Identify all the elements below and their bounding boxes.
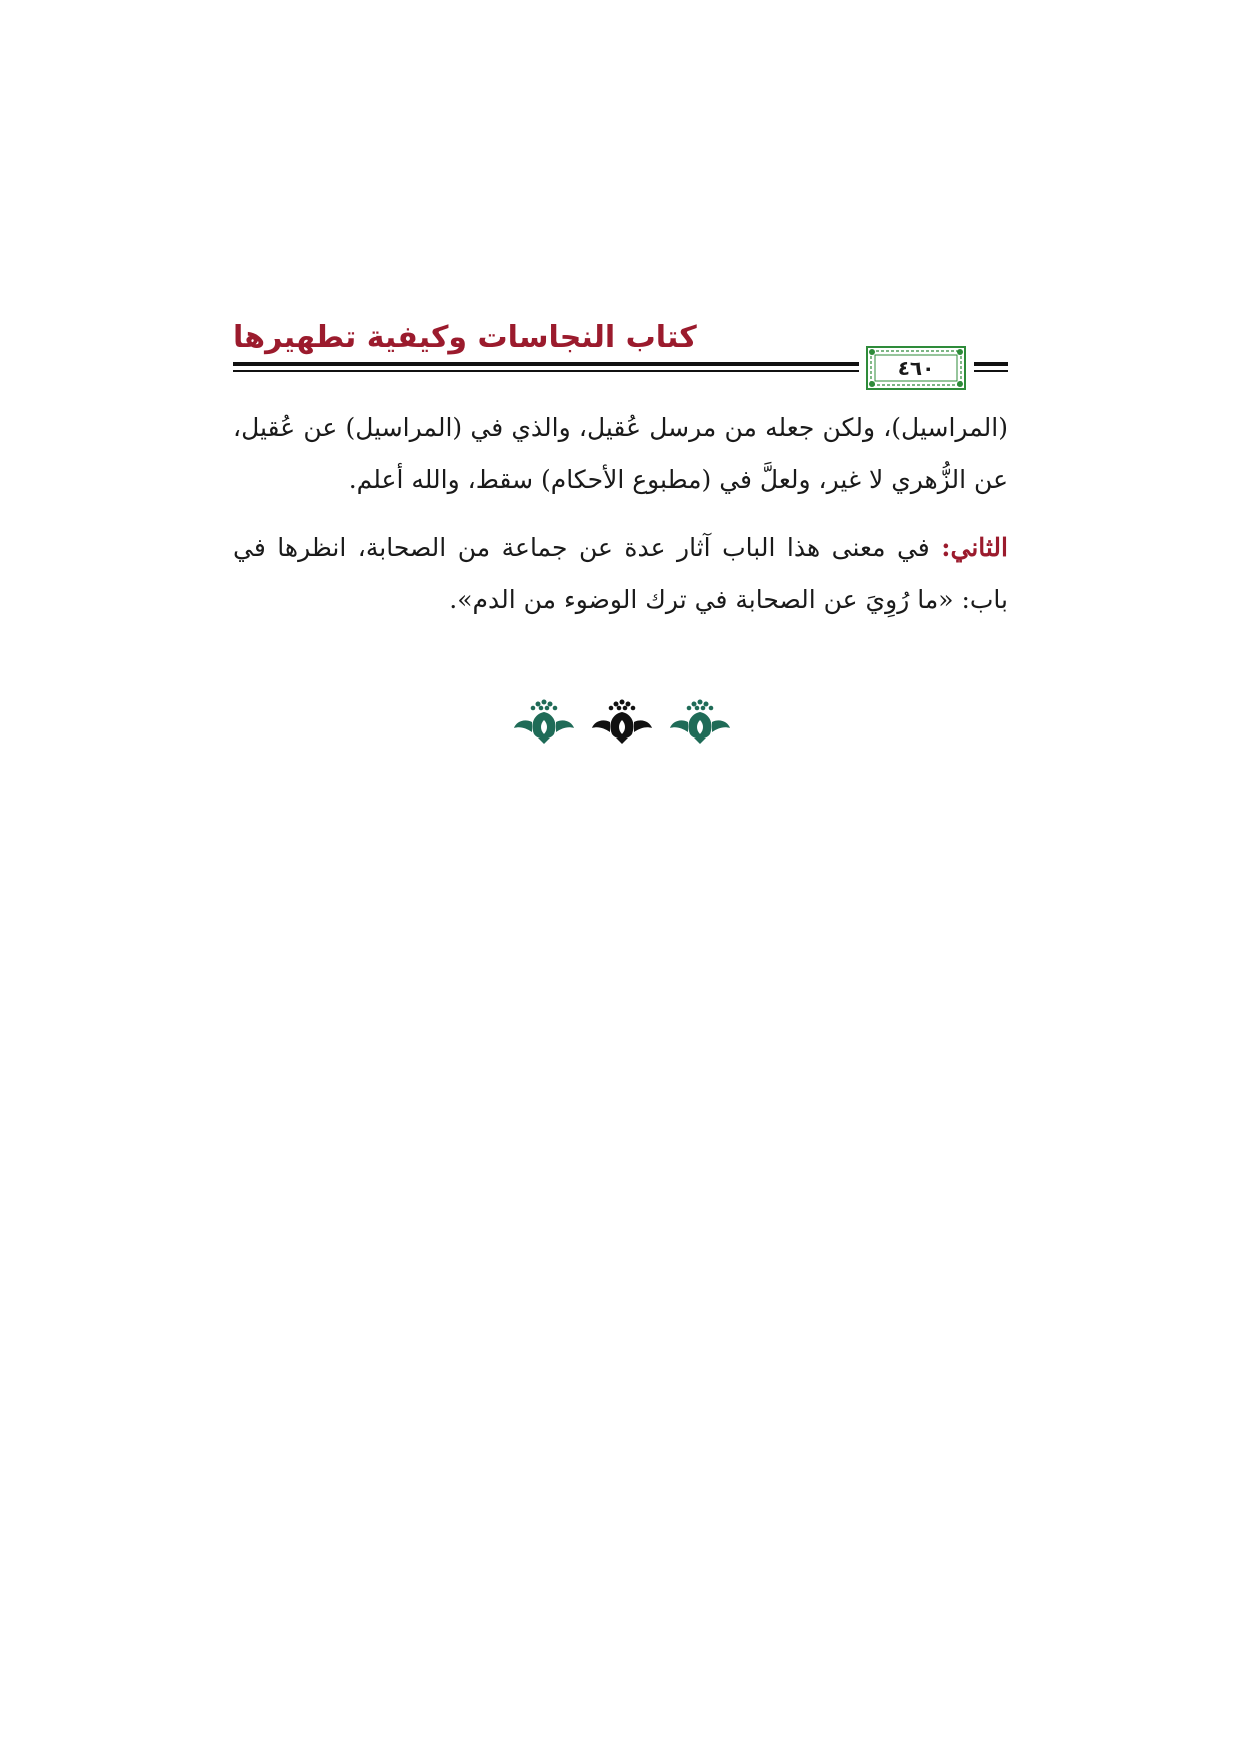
header-rule-right-thick [974, 362, 1008, 366]
floral-ornament-icon [668, 696, 732, 746]
section-end-ornament [512, 696, 732, 746]
floral-ornament-icon [512, 696, 576, 746]
header-rule-thick [233, 362, 859, 366]
page-number-badge [866, 346, 966, 390]
paragraph-1: (المراسيل)، ولكن جعله من مرسل عُقيل، والذي في (المراسيل) عن عُقيل، عن الزُّهري لا غير، ولعلَّ في (مطبوع الأحكام) سقط، والله أعلم. [233, 413, 1008, 494]
book-title: كتاب النجاسات وكيفية تطهيرها [233, 320, 697, 355]
floral-ornament-icon [590, 696, 654, 746]
header-rule-thin [233, 370, 859, 372]
page-number: ٤٦٠ [897, 356, 935, 380]
paragraph-2-text: في معنى هذا الباب آثار عدة عن جماعة من الصحابة، انظرها في باب: «ما رُوِيَ عن الصحابة في ترك الوضوء من الدم». [233, 533, 1008, 614]
paragraph-2-lead: الثاني: [941, 533, 1008, 562]
header-rule-right-thin [974, 370, 1008, 372]
body-text [233, 402, 1008, 626]
paragraph-2 [233, 522, 1008, 626]
page-header [233, 318, 1008, 390]
